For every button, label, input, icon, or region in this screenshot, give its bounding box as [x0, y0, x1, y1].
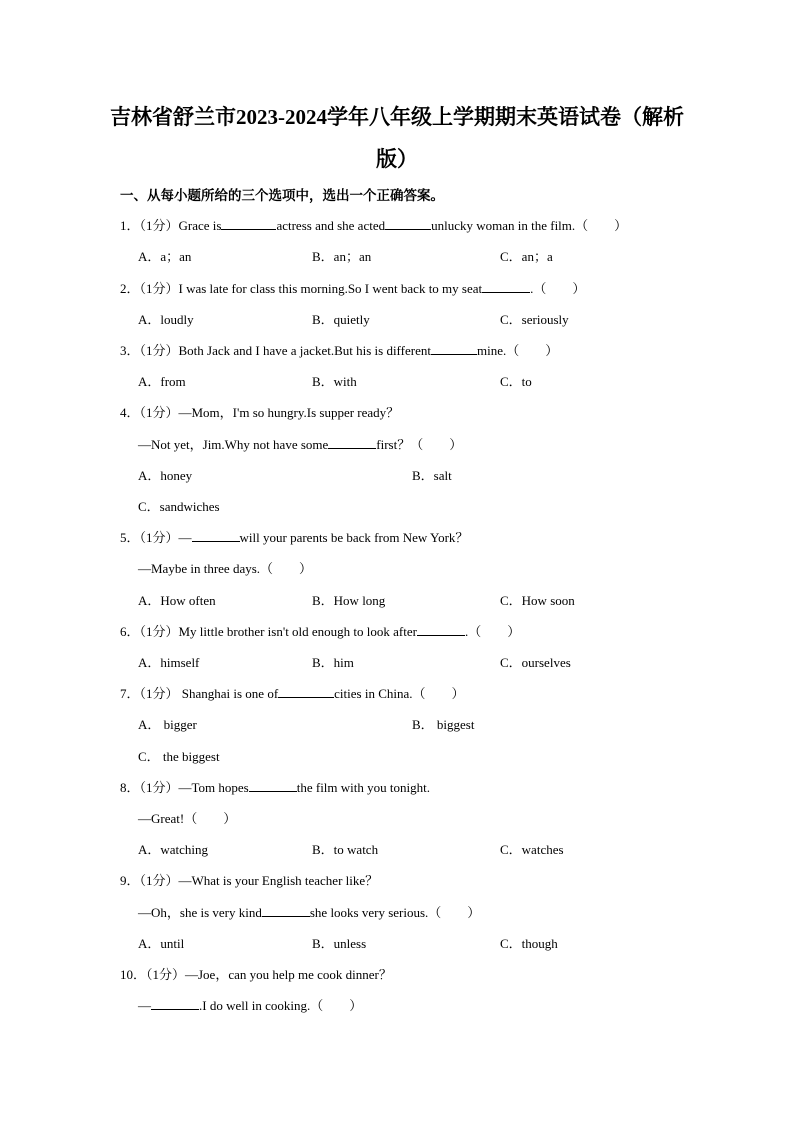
question-2: 2．（1分）I was late for class this morning.So I went back to my seat .（ ） — [120, 281, 586, 296]
option-b: B．with — [312, 374, 357, 389]
answer-blank — [417, 623, 465, 636]
question-3: 3．（1分）Both Jack and I have a jacket.But his is different mine.（ ） — [120, 343, 559, 358]
answer-blank — [278, 685, 334, 698]
answer-blank — [262, 904, 310, 917]
option-c: C．seriously — [500, 312, 569, 327]
page-title — [100, 96, 694, 180]
question-9: 9．（1分）—What is your English teacher like？ — [120, 873, 379, 888]
option-c: C．an；a — [500, 249, 553, 264]
option-b: B．unless — [312, 936, 367, 951]
option-b: B． biggest — [412, 717, 475, 732]
answer-blank — [431, 342, 477, 355]
option-b: B．him — [312, 655, 354, 670]
option-c: C．ourselves — [500, 655, 571, 670]
question-5-line-2: —Maybe in three days.（ ） — [138, 561, 313, 576]
question-9-line-2: —Oh，she is very kind she looks very serious.（ ） — [138, 905, 481, 920]
question-5: 5．（1分）— will your parents be back from New York？ — [120, 530, 469, 545]
option-a: A．loudly — [138, 312, 194, 327]
title-line-1: 吉林省舒兰市2023-2024学年八年级上学期期末英语试卷（解析 — [110, 105, 684, 129]
option-c: C． the biggest — [138, 749, 220, 764]
option-a: A． bigger — [138, 717, 197, 732]
option-b: B．How long — [312, 593, 386, 608]
answer-blank — [192, 529, 240, 542]
option-a: A．from — [138, 374, 186, 389]
option-a: A．himself — [138, 655, 200, 670]
option-c: C．watches — [500, 842, 564, 857]
option-b: B．salt — [412, 468, 452, 483]
option-a: A．a；an — [138, 249, 192, 264]
option-a: A．How often — [138, 593, 216, 608]
answer-blank — [328, 436, 376, 449]
question-8: 8．（1分）—Tom hopes the film with you tonight. — [120, 780, 430, 795]
question-10: 10．（1分）—Joe，can you help me cook dinner？ — [120, 967, 392, 982]
question-6: 6．（1分）My little brother isn't old enough to look after .（ ） — [120, 624, 521, 639]
option-b: B．an；an — [312, 249, 372, 264]
option-a: A．until — [138, 936, 185, 951]
title-line-2: 版） — [376, 147, 418, 171]
option-c: C．How soon — [500, 593, 575, 608]
question-4: 4．（1分）—Mom，I'm so hungry.Is supper ready？ — [120, 405, 400, 420]
option-b: B．to watch — [312, 842, 379, 857]
answer-blank — [482, 280, 530, 293]
question-10-line-2: — .I do well in cooking.（ ） — [138, 998, 363, 1013]
option-a: A．watching — [138, 842, 209, 857]
section-heading: 一、从每小题所给的三个选项中，选出一个正确答案。 — [120, 188, 444, 203]
answer-blank — [249, 779, 297, 792]
question-1: 1．（1分）Grace is actress and she acted unlucky woman in the film.（ ） — [120, 218, 628, 233]
option-a: A．honey — [138, 468, 193, 483]
answer-blank — [221, 217, 276, 230]
question-4-line-2: —Not yet，Jim.Why not have some first？（ ） — [138, 437, 463, 452]
answer-blank — [385, 217, 431, 230]
option-c: C．to — [500, 374, 532, 389]
question-8-line-2: —Great!（ ） — [138, 811, 237, 826]
option-c: C．though — [500, 936, 558, 951]
answer-blank — [151, 997, 199, 1010]
option-b: B．quietly — [312, 312, 370, 327]
question-7: 7．（1分） Shanghai is one of cities in China.（ ） — [120, 686, 465, 701]
option-c: C．sandwiches — [138, 499, 220, 514]
